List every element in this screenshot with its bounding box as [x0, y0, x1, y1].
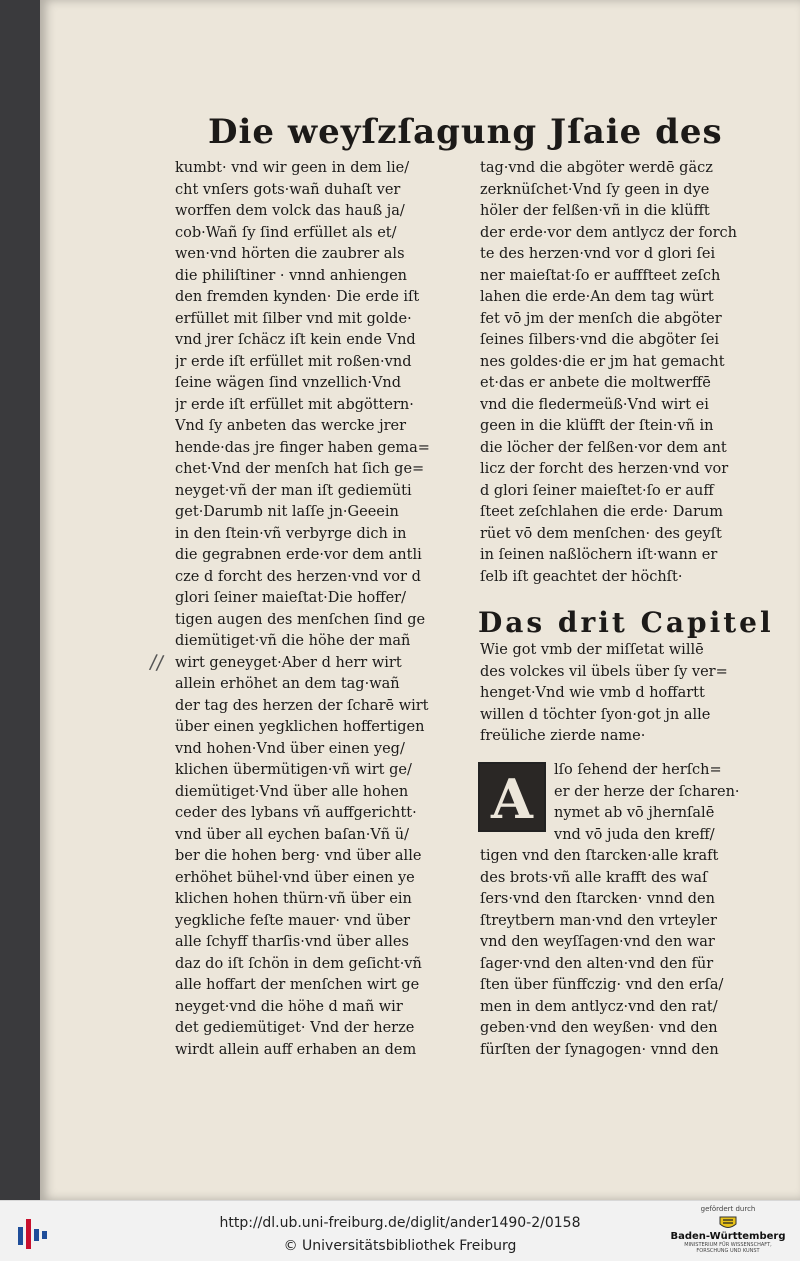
text-line: höler der felßen·vñ in die klüfft [480, 203, 710, 219]
text-line: vnd die fledermeüß·Vnd wirt ei [480, 396, 709, 413]
copyright-notice: © Universitätsbibliothek Freiburg [283, 1238, 517, 1254]
text-line: lſo ſehend der herſch= [554, 762, 722, 778]
text-line: lahen die erde·An dem tag würt [480, 289, 714, 305]
text-line: fürſten der ſynagogen· vnnd den [480, 1041, 719, 1058]
text-line: ſteet zeſchlahen die erde· Darum [480, 504, 723, 520]
chapter-heading: Das drit Capitel [478, 606, 774, 639]
text-line: vnd über all eychen baſan·Vñ ü/ [175, 826, 409, 843]
text-line: ſelb iſt geachtet der höchſt· [480, 568, 683, 585]
text-line: wirdt allein auff erhaben an dem [175, 1041, 417, 1058]
text-line: det gediemütiget· Vnd der herze [175, 1020, 415, 1036]
text-line: tigen vnd den ſtarcken·alle kraft [480, 848, 719, 864]
text-line: in ſeinen naßlöchern iſt·wann er [480, 547, 718, 563]
text-line: tigen augen des menſchen ſind ge [175, 611, 426, 628]
text-line: den fremden kynden· Die erde iſt [175, 289, 420, 305]
text-line: worffen dem volck das hauß ja/ [175, 203, 405, 219]
text-line: licz der forcht des herzen·vnd vor [480, 461, 729, 477]
text-line: henget·Vnd wie vmb d hoffartt [480, 685, 705, 701]
text-line: alle hoffart der menſchen wirt ge [175, 977, 420, 993]
text-line: ſtreytbern man·vnd den vrteyler [480, 912, 717, 929]
scanned-page [40, 0, 800, 1200]
text-line: vnd vō juda den kreff/ [554, 826, 715, 843]
text-line: ſeine wägen ſind vnzellich·Vnd [175, 375, 402, 391]
text-line: glori ſeiner maieſtat·Die hoffer/ [175, 590, 406, 606]
text-line: allein erhöhet an dem tag·wañ [175, 676, 400, 692]
document-url[interactable]: http://dl.ub.uni-freiburg.de/diglit/ander1490-2/0158 [219, 1215, 581, 1231]
text-line: tag·vnd die abgöter werdē gäcz [480, 160, 713, 176]
text-line: in den ſtein·vñ verbyrge dich in [175, 525, 407, 542]
text-line: rüet vō dem menſchen· des geyſt [480, 525, 722, 542]
text-line: cht vnſers gots·wañ duhaſt ver [175, 181, 401, 198]
text-line: cze d forcht des herzen·vnd vor d [175, 568, 421, 585]
text-line: Wie got vmb der miſſetat willē [480, 642, 704, 658]
text-line: get·Darumb nit laſſe jn·Geeein [175, 504, 399, 520]
sponsor-ministry: MINISTERIUM FÜR WISSENSCHAFT, FORSCHUNG UND KUNST [684, 1242, 772, 1254]
text-line: neyget·vnd die höhe d mañ wir [175, 998, 403, 1015]
text-line: des brots·vñ alle krafft des waſ [480, 869, 708, 886]
text-line: der erde·vor dem antlycz der forch [480, 224, 737, 241]
text-line: freüliche zierde name· [480, 728, 646, 744]
text-line: nymet ab vō jhernſalē [554, 805, 715, 821]
left-text-column [175, 158, 505, 1061]
text-line: vnd den weyſſagen·vnd den war [480, 934, 715, 950]
text-line: daz do iſt ſchön in dem geſicht·vñ [175, 955, 422, 972]
text-line: ner maieſtat·ſo er aufffteet zeſch [480, 267, 721, 284]
footer-bar [0, 1200, 800, 1261]
text-line: ceder des lybans vñ auffgerichtt· [175, 805, 417, 821]
text-line: erfüllet mit ſilber vnd mit golde· [175, 310, 412, 327]
text-line: wirt geneyget·Aber d herr wirt [175, 654, 402, 671]
text-line: vnd jrer ſchäcz iſt kein ende Vnd [175, 332, 416, 348]
text-line: er der herze der ſcharen· [554, 783, 740, 800]
text-line: erhöhet bühel·vnd über einen ye [175, 869, 415, 886]
chapter-body [480, 760, 740, 1061]
chapter-summary [480, 640, 728, 748]
sponsor-block [668, 1205, 788, 1259]
text-line: cob·Wañ ſy ſind erfüllet als et/ [175, 224, 397, 241]
text-line: yegkliche feſte mauer· vnd über [175, 912, 411, 929]
text-line: klichen übermütigen·vñ wirt ge/ [175, 762, 412, 778]
text-line: ſers·vnd den ſtarcken· vnnd den [480, 891, 715, 907]
text-line: chet·Vnd der menſch hat ſich ge= [175, 461, 425, 477]
text-line: alle ſchyff tharſis·vnd über alles [175, 934, 409, 950]
text-line: nes goldes·die er jm hat gemacht [480, 353, 725, 370]
text-line: wen·vnd hörten die zaubrer als [175, 246, 405, 262]
crest-icon [717, 1215, 739, 1231]
text-line: jr erde iſt erfüllet mit abgöttern· [175, 396, 414, 413]
text-line: men in dem antlycz·vnd den rat/ [480, 998, 718, 1015]
text-line: te des herzen·vnd vor d glori ſei [480, 246, 716, 262]
text-line: vnd hohen·Vnd über einen yeg/ [175, 740, 405, 757]
text-line: diemütiget·Vnd über alle hohen [175, 783, 409, 800]
text-line: die gegrabnen erde·vor dem antli [175, 547, 422, 563]
text-line: klichen hohen thürn·vñ über ein [175, 891, 412, 907]
text-line: geen in die klüfft der ſtein·vñ in [480, 418, 714, 434]
text-line: fet vō jm der menſch die abgöter [480, 310, 722, 327]
text-line: Vnd ſy anbeten das wercke jrer [175, 418, 407, 434]
text-line: ber die hohen berg· vnd über alle [175, 848, 422, 864]
decorated-initial: A [478, 762, 546, 832]
text-line: diemütiget·vñ die höhe der mañ [175, 633, 411, 649]
text-line: des volckes vil übels über ſy ver= [480, 663, 728, 680]
text-line: über einen yegklichen hoffertigen [175, 719, 425, 735]
running-header-left: Die weyſzſagung [208, 112, 538, 152]
text-line: ſten über fünffczig· vnd den erſa/ [480, 977, 724, 993]
text-line: willen d töchter ſyon·got jn alle [480, 706, 711, 723]
sponsor-name: Baden-Württemberg [670, 1231, 786, 1242]
text-line: neyget·vñ der man iſt gediemüti [175, 482, 412, 499]
text-line: jr erde iſt erfüllet mit roßen·vnd [175, 353, 412, 370]
text-line: ſeines ſilbers·vnd die abgöter ſei [480, 332, 720, 348]
sponsor-label: gefördert durch [700, 1205, 756, 1213]
running-header-right: Jſaie des [550, 112, 723, 152]
right-text-column [480, 158, 800, 588]
text-line: geben·vnd den weyßen· vnd den [480, 1020, 718, 1036]
margin-annotation: // [148, 649, 166, 675]
text-line: d glori ſeiner maieſtet·ſo er auff [480, 482, 714, 499]
text-line: ſager·vnd den alten·vnd den für [480, 955, 714, 972]
text-line: die löcher der felßen·vor dem ant [480, 439, 727, 456]
text-line: et·das er anbete die moltwerffē [480, 375, 711, 391]
text-line: hende·das jre finger haben gema= [175, 439, 430, 456]
text-line: die philiſtiner · vnnd anhiengen [175, 267, 407, 284]
text-line: der tag des herzen der ſcharē wirt [175, 697, 429, 714]
text-line: zerknüſchet·Vnd ſy geen in dye [480, 181, 710, 198]
text-line: kumbt· vnd wir geen in dem lie/ [175, 160, 410, 176]
